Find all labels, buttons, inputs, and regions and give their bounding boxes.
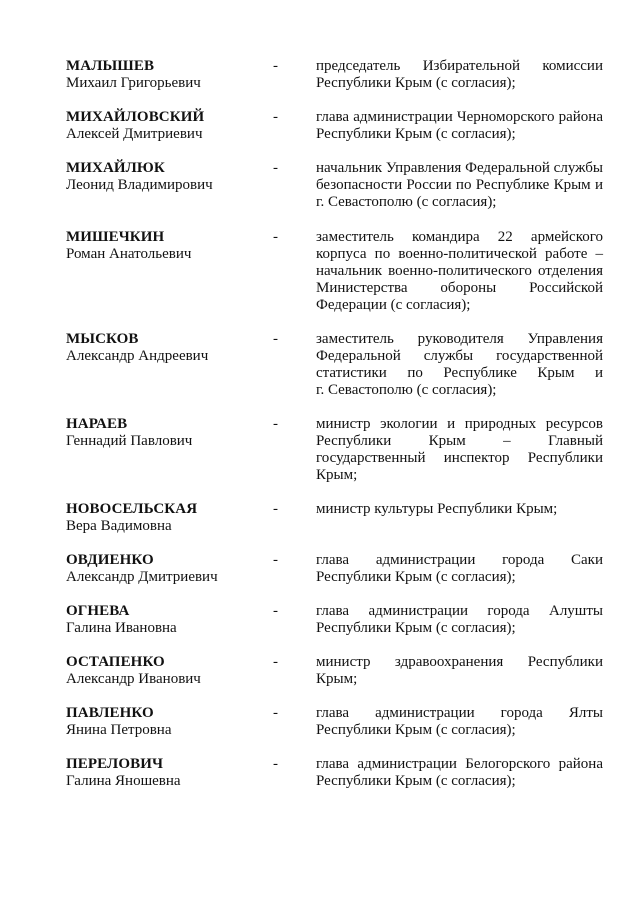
entry-surname: НАРАЕВ xyxy=(66,416,128,432)
entry-dash: - xyxy=(273,654,278,670)
entry-description xyxy=(316,552,603,586)
description-line: Республики Крым (с согласия); xyxy=(316,722,516,738)
entry-surname: ПАВЛЕНКО xyxy=(66,705,154,721)
entry-dash: - xyxy=(273,331,278,347)
description-line: глава администрации Черноморского района xyxy=(316,109,603,125)
description-line: Крым; xyxy=(316,671,358,687)
entry-surname: МЫСКОВ xyxy=(66,331,139,347)
entry-surname: МАЛЫШЕВ xyxy=(66,58,155,74)
entry-dash: - xyxy=(273,501,278,517)
entry-description xyxy=(316,160,603,211)
entry-description xyxy=(316,501,603,518)
description-line: Республики Крым (с согласия); xyxy=(316,569,516,585)
description-line: статистики по Республике Крым и xyxy=(316,365,603,381)
description-line: Федерации (с согласия); xyxy=(316,297,471,313)
description-line: Республики Крым – Главный xyxy=(316,433,603,449)
description-line: г. Севастополю (с согласия); xyxy=(316,382,497,398)
entry-dash: - xyxy=(273,160,278,176)
entry-surname: ОСТАПЕНКО xyxy=(66,654,165,670)
entry-dash: - xyxy=(273,552,278,568)
entry-given-name: Янина Петровна xyxy=(66,722,172,738)
entry-dash: - xyxy=(273,416,278,432)
entry-description xyxy=(316,756,603,790)
description-line: заместитель командира 22 армейского xyxy=(316,229,603,245)
description-line: глава администрации города Алушты xyxy=(316,603,603,619)
entry-dash: - xyxy=(273,756,278,772)
description-line: глава администрации Белогорского района xyxy=(316,756,603,772)
entry-surname: ПЕРЕЛОВИЧ xyxy=(66,756,164,772)
entry-surname: НОВОСЕЛЬСКАЯ xyxy=(66,501,198,517)
entry-description xyxy=(316,331,603,399)
entry-dash: - xyxy=(273,109,278,125)
entry-description xyxy=(316,416,603,484)
description-line: глава администрации города Саки xyxy=(316,552,603,568)
description-line: министр экологии и природных ресурсов xyxy=(316,416,603,432)
description-line: начальник Управления Федеральной службы xyxy=(316,160,603,176)
description-line: государственный инспектор Республики xyxy=(316,450,603,466)
description-line: г. Севастополю (с согласия); xyxy=(316,194,497,210)
entry-dash: - xyxy=(273,603,278,619)
entry-given-name: Галина Ивановна xyxy=(66,620,177,636)
entry-surname: ОВДИЕНКО xyxy=(66,552,154,568)
entry-given-name: Александр Андреевич xyxy=(66,348,209,364)
entry-given-name: Михаил Григорьевич xyxy=(66,75,201,91)
description-line: Республики Крым (с согласия); xyxy=(316,75,516,91)
description-line: безопасности России по Республике Крым и xyxy=(316,177,603,193)
entry-surname: МИШЕЧКИН xyxy=(66,229,165,245)
description-line: Республики Крым (с согласия); xyxy=(316,773,516,789)
entry-dash: - xyxy=(273,58,278,74)
entry-surname: МИХАЙЛОВСКИЙ xyxy=(66,109,205,125)
entry-given-name: Александр Дмитриевич xyxy=(66,569,218,585)
description-line: Министерства обороны Российской xyxy=(316,280,603,296)
description-line: глава администрации города Ялты xyxy=(316,705,603,721)
entry-description xyxy=(316,705,603,739)
entry-surname: ОГНЕВА xyxy=(66,603,130,619)
entry-given-name: Леонид Владимирович xyxy=(66,177,213,193)
description-line: заместитель руководителя Управления xyxy=(316,331,603,347)
entry-dash: - xyxy=(273,229,278,245)
entry-given-name: Александр Иванович xyxy=(66,671,201,687)
entry-surname: МИХАЙЛЮК xyxy=(66,160,165,176)
description-line: председатель Избирательной комиссии xyxy=(316,58,603,74)
entry-description xyxy=(316,229,603,314)
description-line: Крым; xyxy=(316,467,358,483)
entry-given-name: Роман Анатольевич xyxy=(66,246,192,262)
description-line: Республики Крым (с согласия); xyxy=(316,620,516,636)
description-line: корпуса по военно-политической работе – xyxy=(316,246,603,262)
entry-given-name: Галина Яношевна xyxy=(66,773,181,789)
entry-description xyxy=(316,109,603,143)
description-line: начальник военно-политического отделения xyxy=(316,263,603,279)
description-line: Республики Крым (с согласия); xyxy=(316,126,516,142)
entry-description xyxy=(316,654,603,688)
description-line: министр культуры Республики Крым; xyxy=(316,501,558,517)
entry-dash: - xyxy=(273,705,278,721)
entry-given-name: Вера Вадимовна xyxy=(66,518,172,534)
description-line: министр здравоохранения Республики xyxy=(316,654,603,670)
entry-given-name: Алексей Дмитриевич xyxy=(66,126,203,142)
entry-description xyxy=(316,58,603,92)
entry-description xyxy=(316,603,603,637)
description-line: Федеральной службы государственной xyxy=(316,348,603,364)
entry-given-name: Геннадий Павлович xyxy=(66,433,193,449)
